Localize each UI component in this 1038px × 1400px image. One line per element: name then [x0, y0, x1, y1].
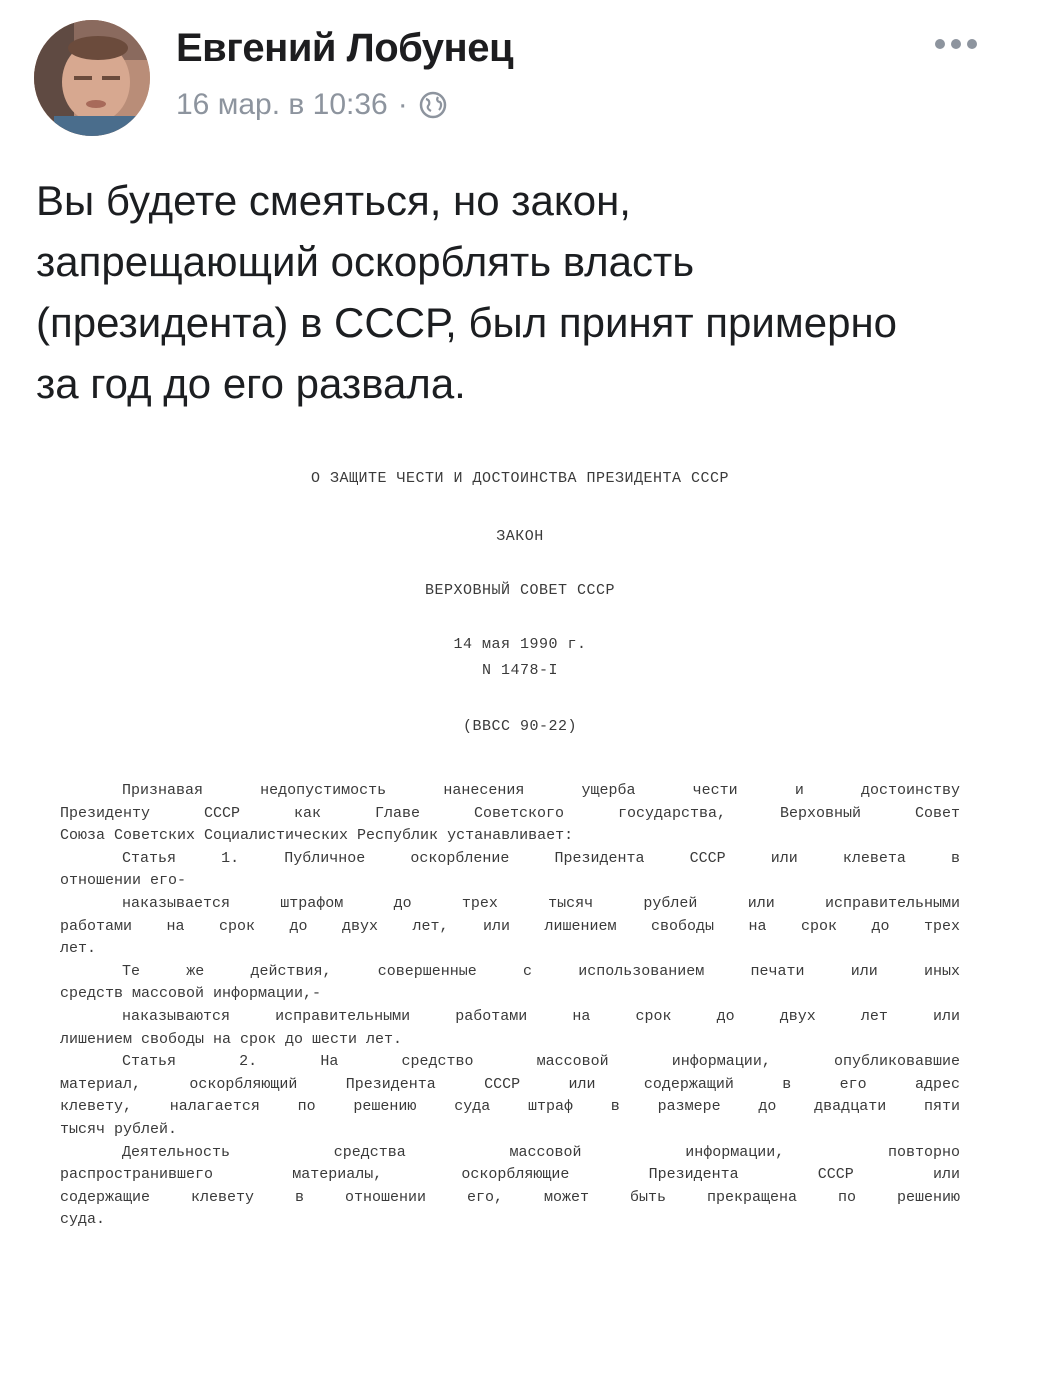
document-source: (ВВСС 90-22): [462, 718, 578, 735]
document-line: работами на срок до двух лет, или лишением свободы на срок до трех: [60, 917, 960, 935]
document-line: средств массовой информации,-: [60, 985, 322, 1003]
document-line: Союза Советских Социалистических Республик устанавливает:: [60, 827, 574, 845]
avatar[interactable]: [34, 20, 150, 136]
document-line: отношении его-: [60, 872, 187, 890]
document-line: Президенту СССР как Главе Советского государства, Верховный Совет: [60, 804, 960, 822]
document-type: ЗАКОН: [496, 528, 544, 545]
post-header: [34, 20, 1004, 140]
document-body: [60, 780, 960, 1232]
document-line: Признавая недопустимость нанесения ущерба чести и достоинству: [122, 782, 960, 799]
document-number: N 1478-I: [481, 662, 558, 679]
document-line: Статья 1. Публичное оскорбление Президента СССР или клевета в: [122, 849, 960, 867]
document-line: Деятельность средства массовой информации, повторно: [122, 1143, 960, 1161]
document-line: тысяч рублей.: [60, 1120, 178, 1138]
post-text-line: за год до его развала.: [36, 360, 466, 407]
post-timestamp[interactable]: 16 мар. в 10:36: [176, 88, 388, 121]
meta-separator: ·: [397, 88, 408, 121]
document-line: суда.: [60, 1211, 106, 1229]
document-line: лет.: [60, 940, 97, 958]
document-title: О ЗАЩИТЕ ЧЕСТИ И ДОСТОИНСТВА ПРЕЗИДЕНТА СССР: [310, 470, 730, 487]
document-line: Те же действия, совершенные с использованием печати или иных: [122, 962, 960, 980]
more-options-icon[interactable]: [932, 34, 980, 54]
document-date: 14 мая 1990 г.: [453, 636, 587, 653]
document-line: Статья 2. На средство массовой информации, опубликовавшие: [122, 1053, 960, 1071]
post-text-line: (президента) в СССР, был принят примерно: [36, 299, 897, 346]
globe-icon[interactable]: [418, 90, 448, 120]
post-meta: [176, 88, 448, 122]
document-image[interactable]: [40, 450, 1000, 1390]
document-line: распространившего материалы, оскорбляющие Президента СССР или: [60, 1166, 960, 1184]
author-name[interactable]: Евгений Лобунец: [176, 26, 514, 70]
post-text-line: запрещающий оскорблять власть: [36, 238, 695, 285]
post-text: [36, 170, 996, 414]
document-line: наказываются исправительными работами на срок до двух лет или: [122, 1007, 960, 1025]
document-line: клевету, налагается по решению суда штраф в размере до двадцати пяти: [60, 1098, 960, 1116]
avatar-photo: [34, 20, 150, 136]
document-issuer: ВЕРХОВНЫЙ СОВЕТ СССР: [424, 582, 616, 599]
document-line: содержащие клевету в отношении его, может быть прекращена по решению: [60, 1188, 960, 1206]
document-line: лишением свободы на срок до шести лет.: [60, 1030, 403, 1048]
document-line: наказывается штрафом до трех тысяч рублей или исправительными: [122, 894, 960, 912]
document-line: материал, оскорбляющий Президента СССР или содержащий в его адрес: [60, 1075, 960, 1093]
post-text-line: Вы будете смеяться, но закон,: [36, 177, 631, 224]
